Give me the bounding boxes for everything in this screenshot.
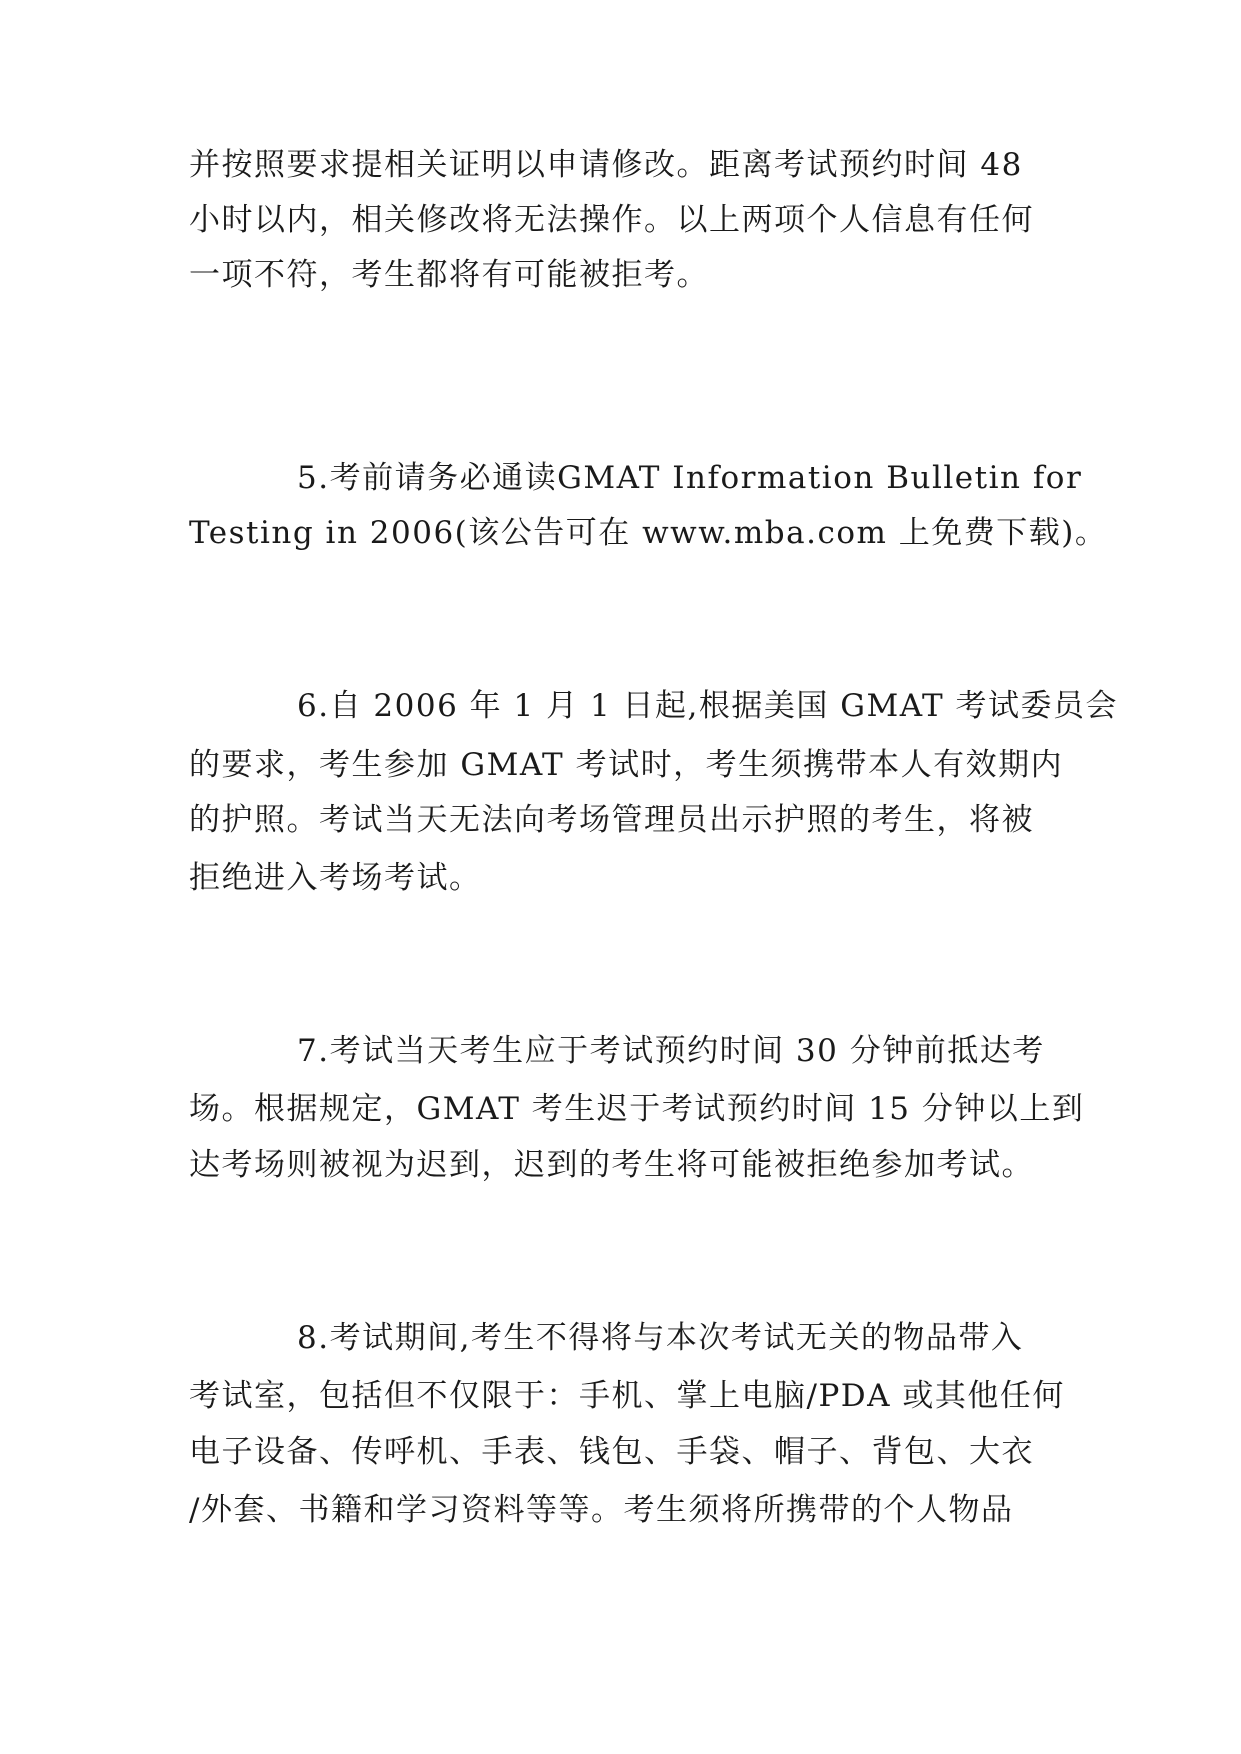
paragraph-7-line-3: 达考场则被视为迟到，迟到的考生将可能被拒绝参加考试。: [189, 1147, 1034, 1183]
paragraph-6-line-3: 的护照。考试当天无法向考场管理员出示护照的考生，将被: [189, 802, 1034, 838]
paragraph-5-line-2: Testing in 2006(该公告可在 www.mba.com 上免费下载)。: [189, 515, 1108, 551]
paragraph-7-line-2: 场。根据规定，GMAT 考生迟于考试预约时间 15 分钟以上到: [189, 1091, 1085, 1127]
paragraph-1-line-1: 并按照要求提相关证明以申请修改。距离考试预约时间 48: [189, 147, 1023, 183]
paragraph-8-line-2: 考试室，包括但不仅限于：手机、掌上电脑/PDA 或其他任何: [189, 1378, 1065, 1414]
paragraph-8-line-4: /外套、书籍和学习资料等等。考生须将所携带的个人物品: [189, 1492, 1014, 1528]
paragraph-1-line-2: 小时以内，相关修改将无法操作。以上两项个人信息有任何: [189, 202, 1034, 238]
paragraph-6-line-4: 拒绝进入考场考试。: [189, 860, 482, 896]
paragraph-6-line-2: 的要求，考生参加 GMAT 考试时，考生须携带本人有效期内: [189, 747, 1064, 783]
paragraph-5-line-1: 5.考前请务必通读GMAT Information Bulletin for: [297, 460, 1083, 496]
paragraph-6-line-1: 6.自 2006 年 1 月 1 日起,根据美国 GMAT 考试委员会: [297, 688, 1118, 724]
paragraph-8-line-1: 8.考试期间,考生不得将与本次考试无关的物品带入: [297, 1320, 1024, 1356]
paragraph-1-line-3: 一项不符，考生都将有可能被拒考。: [189, 257, 709, 293]
paragraph-7-line-1: 7.考试当天考生应于考试预约时间 30 分钟前抵达考: [297, 1033, 1045, 1069]
paragraph-8-line-3: 电子设备、传呼机、手表、钱包、手袋、帽子、背包、大衣: [189, 1434, 1034, 1470]
